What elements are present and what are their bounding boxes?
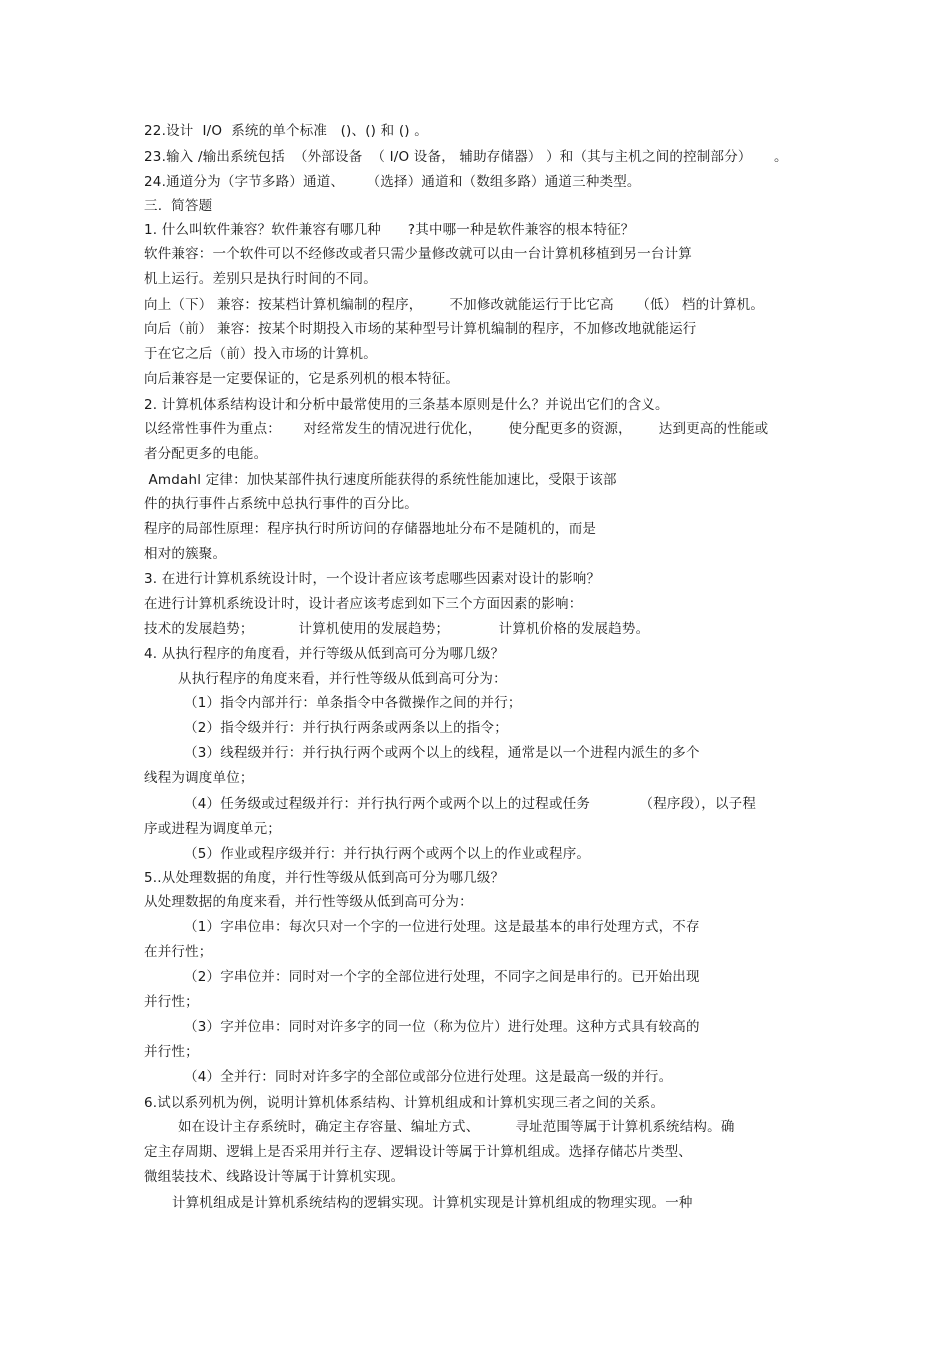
question-3: 3. 在进行计算机系统设计时，一个设计者应该考虑哪些因素对设计的影响？ <box>144 571 601 587</box>
answer-line: 向上（下） 兼容：按某档计算机编制的程序， 不加修改就能运行于比它高 （低） 档的计算机。 <box>144 297 765 313</box>
answer-line: 向后兼容是一定要保证的，它是系列机的根本特征。 <box>144 371 460 387</box>
answer-line: 技术的发展趋势； 计算机使用的发展趋势； 计算机价格的发展趋势。 <box>144 621 650 637</box>
question-1: 1. 什么叫软件兼容？软件兼容有哪几种 ?其中哪一种是软件兼容的根本特征？ <box>144 222 635 238</box>
question-6: 6.试以系列机为例，说明计算机体系结构、计算机组成和计算机实现三者之间的关系。 <box>144 1095 665 1111</box>
answer-line: 从执行程序的角度来看，并行性等级从低到高可分为： <box>178 671 507 687</box>
answer-line: 程序的局部性原理：程序执行时所访问的存储器地址分布不是随机的，而是 <box>144 521 597 537</box>
question-5: 5..从处理数据的角度，并行性等级从低到高可分为哪几级？ <box>144 870 505 886</box>
list-item: （3）线程级并行：并行执行两个或两个以上的线程，通常是以一个进程内派生的多个 <box>184 745 700 761</box>
answer-line: 序或进程为调度单元； <box>144 821 281 837</box>
answer-line: 以经常性事件为重点： 对经常发生的情况进行优化， 使分配更多的资源， 达到更高的性能或 <box>144 421 769 437</box>
answer-line: Amdahl 定律：加快某部件执行速度所能获得的系统性能加速比，受限于该部 <box>144 472 617 488</box>
answer-line: 如在设计主存系统时，确定主存容量、编址方式、 寻址范围等属于计算机系统结构。确 <box>178 1119 735 1135</box>
section-heading: 三. 简答题 <box>144 198 213 214</box>
answer-line: 相对的簇聚。 <box>144 546 227 562</box>
answer-line: 并行性； <box>144 1044 199 1060</box>
answer-line: 于在它之后（前）投入市场的计算机。 <box>144 346 377 362</box>
answer-line: 向后（前） 兼容：按某个时期投入市场的某种型号计算机编制的程序，不加修改地就能运行 <box>144 321 697 337</box>
list-item: （2）字串位并：同时对一个字的全部位进行处理，不同字之间是串行的。已开始出现 <box>184 969 700 985</box>
list-item: （1）字串位串：每次只对一个字的一位进行处理。这是最基本的串行处理方式，不存 <box>184 919 700 935</box>
list-item: （2）指令级并行：并行执行两条或两条以上的指令； <box>184 720 508 736</box>
list-item: （3）字并位串：同时对许多字的同一位（称为位片）进行处理。这种方式具有较高的 <box>184 1019 700 1035</box>
answer-line: 在进行计算机系统设计时，设计者应该考虑到如下三个方面因素的影响： <box>144 596 583 612</box>
list-item: （4）任务级或过程级并行：并行执行两个或两个以上的过程或任务 （程序段），以子程 <box>184 796 757 812</box>
answer-line: 机上运行。差别只是执行时间的不同。 <box>144 271 377 287</box>
answer-line: 线程为调度单位； <box>144 770 254 786</box>
question-4: 4. 从执行程序的角度看，并行等级从低到高可分为哪几级？ <box>144 646 505 662</box>
answer-line: 计算机组成是计算机系统结构的逻辑实现。计算机实现是计算机组成的物理实现。一种 <box>172 1195 693 1211</box>
answer-line: 者分配更多的电能。 <box>144 446 268 462</box>
answer-line: 并行性； <box>144 994 199 1010</box>
question-2: 2. 计算机体系结构设计和分析中最常使用的三条基本原则是什么？并说出它们的含义。 <box>144 397 669 413</box>
answer-line: 件的执行事件占系统中总执行事件的百分比。 <box>144 496 418 512</box>
answer-line: 从处理数据的角度来看，并行性等级从低到高可分为： <box>144 894 473 910</box>
answer-line: 微组装技术、线路设计等属于计算机实现。 <box>144 1169 405 1185</box>
list-item: （5）作业或程序级并行：并行执行两个或两个以上的作业或程序。 <box>184 846 591 862</box>
question-24: 24.通道分为（字节多路）通道、 （选择）通道和（数组多路）通道三种类型。 <box>144 174 641 190</box>
answer-line: 定主存周期、逻辑上是否采用并行主存、逻辑设计等属于计算机组成。选择存储芯片类型、 <box>144 1144 692 1160</box>
list-item: （4）全并行：同时对许多字的全部位或部分位进行处理。这是最高一级的并行。 <box>184 1069 673 1085</box>
question-22: 22.设计 I/O 系统的单个标准 ()、() 和 () 。 <box>144 123 428 139</box>
answer-line: 在并行性； <box>144 944 213 960</box>
answer-line: 软件兼容：一个软件可以不经修改或者只需少量修改就可以由一台计算机移植到另一台计算 <box>144 246 692 262</box>
list-item: （1）指令内部并行：单条指令中各微操作之间的并行； <box>184 695 522 711</box>
question-23: 23.输入 /输出系统包括 （外部设备 （ I/O 设备， 辅助存储器） ）和（其与主机之间的控制部分） 。 <box>144 149 788 165</box>
